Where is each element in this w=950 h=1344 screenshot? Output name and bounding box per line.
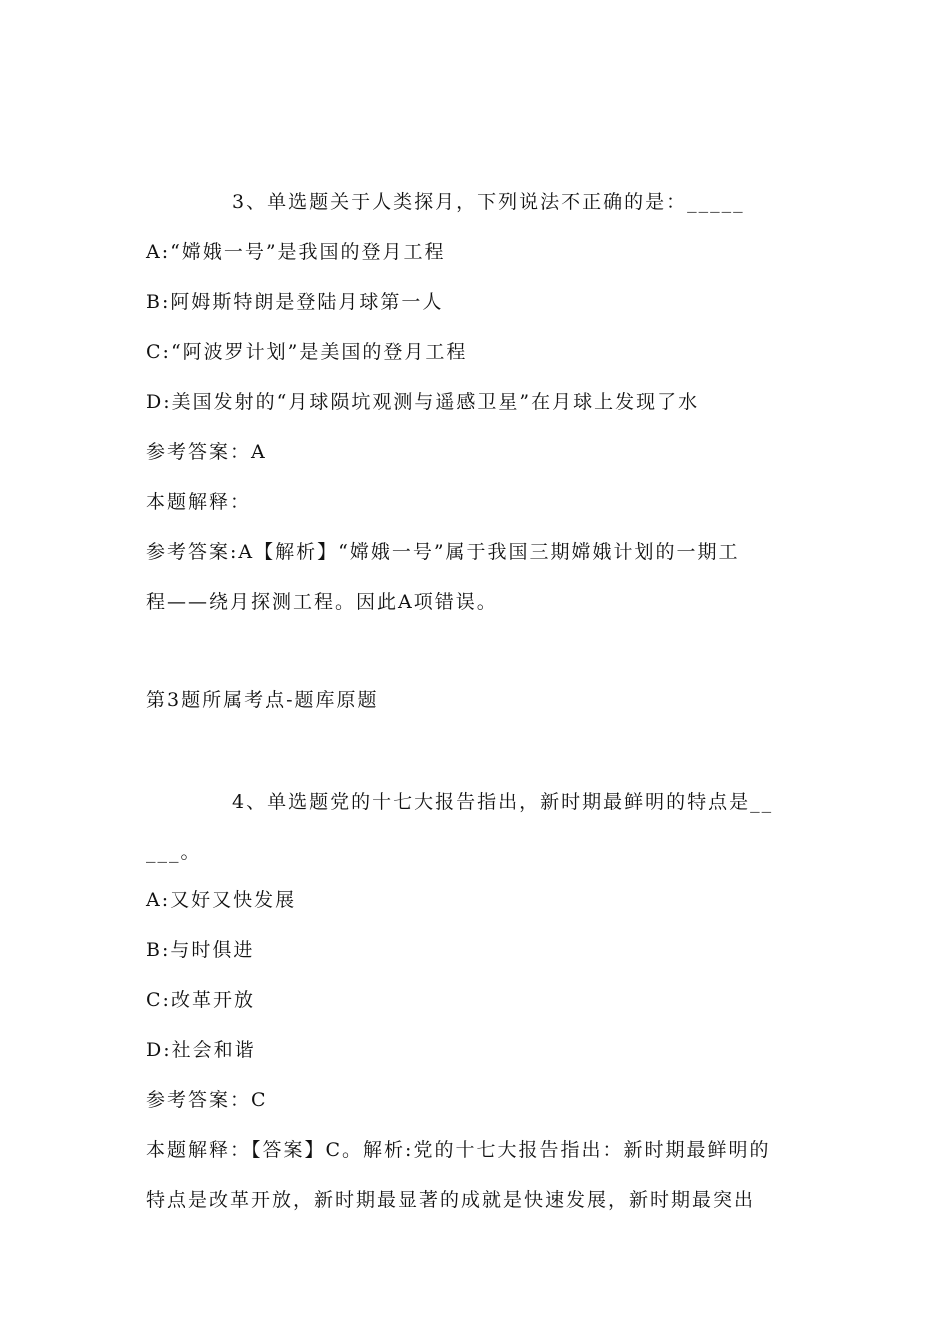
- question-4-answer: 参考答案：C: [146, 1089, 268, 1111]
- question-4-explanation-line-1: 本题解释：【答案】C。解析:党的十七大报告指出：新时期最鲜明的: [146, 1139, 771, 1161]
- question-3-explanation-line-2: 程——绕月探测工程。因此A项错误。: [146, 591, 498, 613]
- question-3-stem: 3、单选题关于人类探月，下列说法不正确的是：_____: [232, 191, 745, 213]
- question-4-option-a: A:又好又快发展: [146, 889, 297, 911]
- question-3-explanation-line-1: 参考答案:A【解析】“嫦娥一号”属于我国三期嫦娥计划的一期工: [146, 541, 740, 563]
- question-4-stem-line-1: 4、单选题党的十七大报告指出，新时期最鲜明的特点是__: [232, 791, 774, 813]
- question-4-stem-line-2: ___。: [146, 841, 202, 863]
- question-4-option-d: D:社会和谐: [146, 1039, 256, 1061]
- question-3-topic: 第3题所属考点-题库原题: [146, 689, 379, 711]
- question-3-option-c: C:“阿波罗计划”是美国的登月工程: [146, 341, 468, 363]
- question-3-option-d: D:美国发射的“月球陨坑观测与遥感卫星”在月球上发现了水: [146, 391, 700, 413]
- question-3-option-a: A:“嫦娥一号”是我国的登月工程: [146, 241, 446, 263]
- question-4-option-b: B:与时俱进: [146, 939, 255, 961]
- question-4-explanation-line-2: 特点是改革开放，新时期最显著的成就是快速发展，新时期最突出: [146, 1189, 756, 1211]
- question-3-explanation-label: 本题解释：: [146, 491, 252, 513]
- question-4-option-c: C:改革开放: [146, 989, 255, 1011]
- question-3-option-b: B:阿姆斯特朗是登陆月球第一人: [146, 291, 444, 313]
- question-3-answer: 参考答案：A: [146, 441, 267, 463]
